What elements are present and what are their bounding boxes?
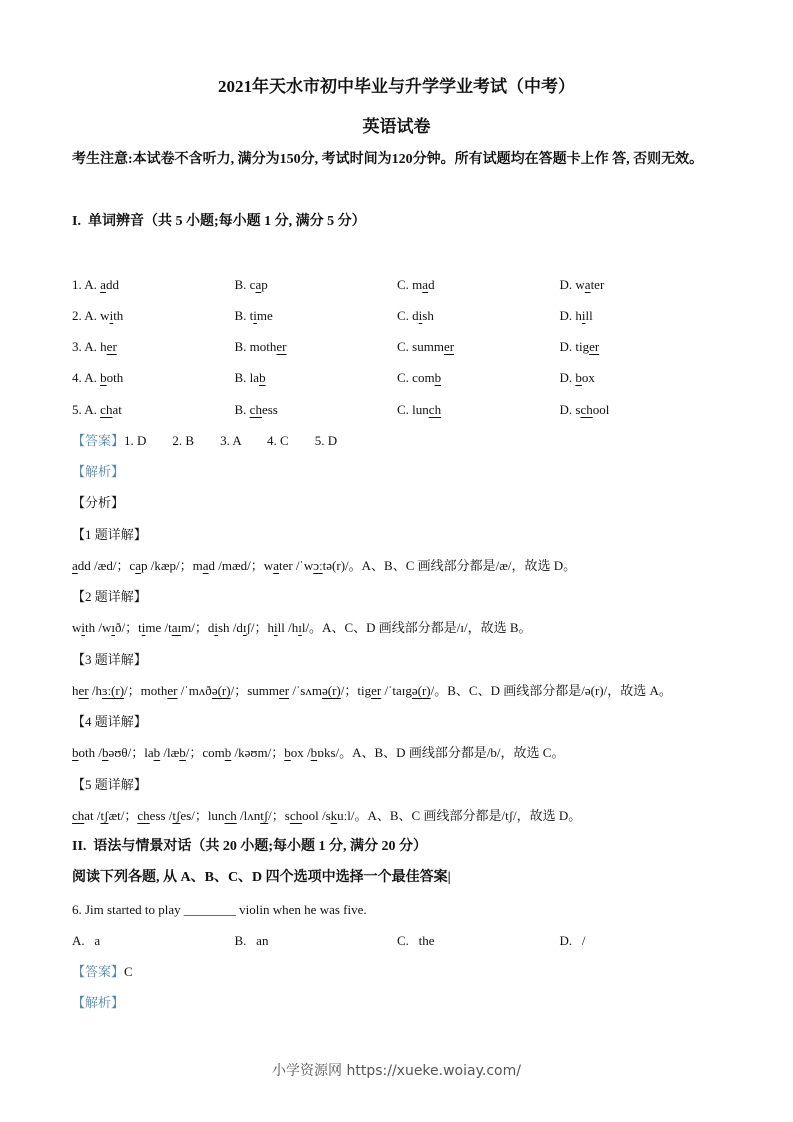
option [560,394,723,425]
exam-notice: 考生注意:本试卷不含听力, 满分为150分, 考试时间为120分钟。所有试题均在答题卡上作 答, 否则无效。 [72,152,704,167]
text-part: ter [590,276,605,292]
underlined-part: tʃ [100,807,109,823]
underlined-part: ch [100,401,113,417]
question-row [72,362,752,393]
text-part: 2. A. w [72,307,110,323]
underlined-part: ch [289,807,303,823]
text-part: B. moth [234,339,277,354]
detail-explanation [72,612,752,643]
option [397,362,560,393]
text-part: æt/； [108,807,138,823]
text-part: ter /ˈw [278,557,314,573]
underlined-part: b [153,745,161,761]
exam-title: 2021年天水市初中毕业与升学学业考试（中考） [218,77,575,96]
text-part: C. d [397,307,419,323]
option-b: B. an [234,932,269,948]
text-part: dd [105,276,119,292]
text-part: ʃ/；h [246,620,274,636]
question-6-stem: 6. Jim started to play ________ violin when he was five. [72,901,367,917]
text-part: p /kæp/；m [140,557,203,573]
text-part: /h [88,682,102,698]
underlined-part: er [371,682,382,698]
text-part: ll [585,307,593,323]
underlined-part: er [589,339,600,354]
text-part: 4. A. [72,370,101,386]
option [235,394,398,425]
answer-label: 【答案】 [72,432,125,448]
underlined-part: b [259,370,266,386]
text-part: es/；lun [180,807,225,823]
text-part: D. [559,370,576,386]
detail-heading: 【3 题详解】 [72,651,147,667]
underlined-part: b [434,370,442,386]
text-part: B. c [234,276,256,292]
text-part: /。B、C、D 画线部分都是/ə(r)/，故选 A。 [430,682,672,698]
text-part: th /w [85,620,112,636]
underlined-part: b [284,745,291,761]
option [397,300,560,331]
underlined-part: b [100,370,107,386]
option [72,300,235,331]
text-part: ool [592,401,610,417]
option [397,269,560,300]
text-part: at [112,401,122,417]
underlined-part: ch [249,401,262,417]
text-part: ɒks/。A、B、D 画线部分都是/b/，故选 C。 [317,745,565,761]
text-part: B. [234,401,250,417]
text-part: at / [84,807,101,823]
section-2-heading: II. 语法与情景对话（共 20 小题;每小题 1 分, 满分 20 分） [72,839,428,854]
text-part: sh /d [217,620,243,636]
underlined-part: a [100,276,106,292]
underlined-part: er [278,682,290,698]
text-part: D. tig [559,339,590,354]
text-part: uːl/。A、B、C 画线部分都是/tʃ/，故选 D。 [337,807,582,823]
answer-label: 【答案】 [72,964,125,979]
text-part: /ˈsʌm [289,682,322,698]
question-list [72,269,752,425]
text-part: l/。A、C、D 画线部分都是/ɪ/，故选 B。 [301,620,532,636]
underlined-part: tʃ [260,807,269,823]
underlined-part: i [81,620,86,636]
option [397,331,560,362]
text-part: /ˈmʌð [177,682,212,698]
detail-heading: 【4 题详解】 [72,714,147,729]
underlined-part: a [273,557,279,573]
text-part: D. s [559,401,581,417]
option [397,394,560,425]
option-d: D. / [559,932,586,948]
fenxi-label: 【分析】 [72,495,125,511]
underlined-part: i [253,307,257,323]
text-part: th [113,307,124,323]
underlined-part: i [418,307,423,323]
text-part: ll /h [277,620,299,636]
option [72,269,235,300]
text-part: /；tig [340,682,372,698]
answer-6 [72,956,752,987]
text-part: me [256,307,273,323]
detail-heading: 【2 题详解】 [72,589,147,604]
question-row [72,269,752,300]
option [560,300,723,331]
option [560,362,723,393]
underlined-part: a [422,276,429,292]
text-part: /；summ [230,682,279,698]
underlined-part: ə(r) [411,682,431,698]
text-part: D. w [559,276,585,292]
text-part: h [72,682,79,698]
underlined-part: ch [137,807,150,823]
underlined-part: i [109,307,114,323]
text-part: D. h [559,307,582,323]
option [560,331,723,362]
answer-text: 1. D 2. B 3. A 4. C 5. D [124,432,338,448]
text-part: /læ [160,745,180,761]
text-part: əʊθ/；la [108,745,154,761]
detail-heading: 【5 题详解】 [72,776,147,792]
text-part: d [428,276,435,292]
text-part: me /t [145,620,172,636]
text-part: oth / [78,745,102,761]
option [235,300,398,331]
text-part: tə(r)/。A、B、C 画线部分都是/æ/，故选 D。 [322,557,577,573]
text-part: ð/；t [115,620,142,636]
text-part: C. lun [397,401,429,417]
underlined-part: a [72,557,78,573]
question-row [72,331,752,362]
text-part: /；com [185,745,225,761]
text-part: m/；d [181,620,215,636]
underlined-part: a [135,557,141,573]
underlined-part: ɪ [242,620,247,636]
question-6-options [72,925,752,956]
text-part: p [261,276,268,292]
underlined-part: k [330,807,338,823]
text-part: /lʌn [236,807,261,823]
answer-text: C [124,964,133,979]
underlined-part: a [584,276,591,292]
underlined-part: b [101,745,109,761]
text-part: dd /æd/；c [77,557,136,573]
underlined-part: ɪ [298,620,302,636]
underlined-part: ch [72,807,85,823]
detail-explanation [72,737,752,768]
underlined-part: er [167,682,178,698]
question-row [72,300,752,331]
detail-list [72,519,752,832]
text-part: /kəʊm/； [231,745,285,761]
underlined-part: ə(r) [211,682,231,698]
text-part: 5. A. [72,401,101,417]
text-part: /；moth [124,682,168,698]
text-part: B. t [234,307,254,323]
text-part: ox [581,370,595,386]
option-a: A. a [72,932,101,948]
text-part: ox / [290,745,311,761]
option [72,331,235,362]
underlined-part: a [255,276,262,292]
text-part: /；s [268,807,290,823]
underlined-part: er [78,682,89,698]
underlined-part: aɪ [171,620,182,636]
text-part: B. la [234,370,260,386]
text-part: w [72,620,82,636]
text-part: ess [261,401,278,417]
exam-content [72,206,752,1019]
text-part: ool /s [302,807,331,823]
underlined-part: ɪ [111,620,116,636]
section-1-heading: I. 单词辨音（共 5 小题;每小题 1 分, 满分 5 分） [72,214,366,229]
underlined-part: a [202,557,209,573]
detail-explanation [72,675,752,706]
underlined-part: ɔː [313,557,323,573]
option [72,362,235,393]
underlined-part: ɜː(r) [101,682,125,698]
exam-subtitle: 英语试卷 [362,117,431,136]
footer-watermark: 小学资源网 https://xueke.woiay.com/ [272,1063,521,1079]
underlined-part: ch [580,401,593,417]
spacer [72,237,752,268]
underlined-part: i [214,620,218,636]
section-2-instruction: 阅读下列各题, 从 A、B、C、D 四个选项中选择一个最佳答案| [72,870,451,886]
detail-explanation [72,800,752,831]
underlined-part: b [575,370,582,386]
underlined-part: b [224,745,232,761]
underlined-part: ch [224,807,237,823]
underlined-part: b [72,745,79,761]
text-part: 3. A. h [72,339,107,354]
text-part: C. m [397,276,423,292]
option [235,269,398,300]
underlined-part: ə(r) [321,682,341,698]
option [235,331,398,362]
underlined-part: b [179,745,186,761]
text-part: ess / [149,807,173,823]
analysis-label: 【解析】 [72,464,125,479]
underlined-part: tʃ [172,807,181,823]
text-part: sh [422,307,434,323]
detail-explanation [72,550,752,581]
option [72,394,235,425]
underlined-part: er [106,339,117,354]
underlined-part: ch [428,401,442,417]
analysis-label: 【解析】 [72,995,125,1011]
detail-heading: 【1 题详解】 [72,526,147,542]
option [560,269,723,300]
text-part: C. summ [397,339,444,354]
underlined-part: i [141,620,146,636]
text-part: d /mæd/；w [208,557,274,573]
option [235,362,398,393]
answer-1-5 [72,425,752,456]
text-part: 1. A. [72,276,101,292]
underlined-part: er [443,339,455,354]
question-row [72,394,752,425]
text-part: /ˈtaɪg [381,682,412,698]
option-c: C. the [397,932,435,948]
underlined-part: i [273,620,278,636]
text-part: C. com [397,370,435,386]
text-part: oth [106,370,124,386]
underlined-part: b [310,745,318,761]
underlined-part: i [581,307,586,323]
underlined-part: er [276,339,287,354]
